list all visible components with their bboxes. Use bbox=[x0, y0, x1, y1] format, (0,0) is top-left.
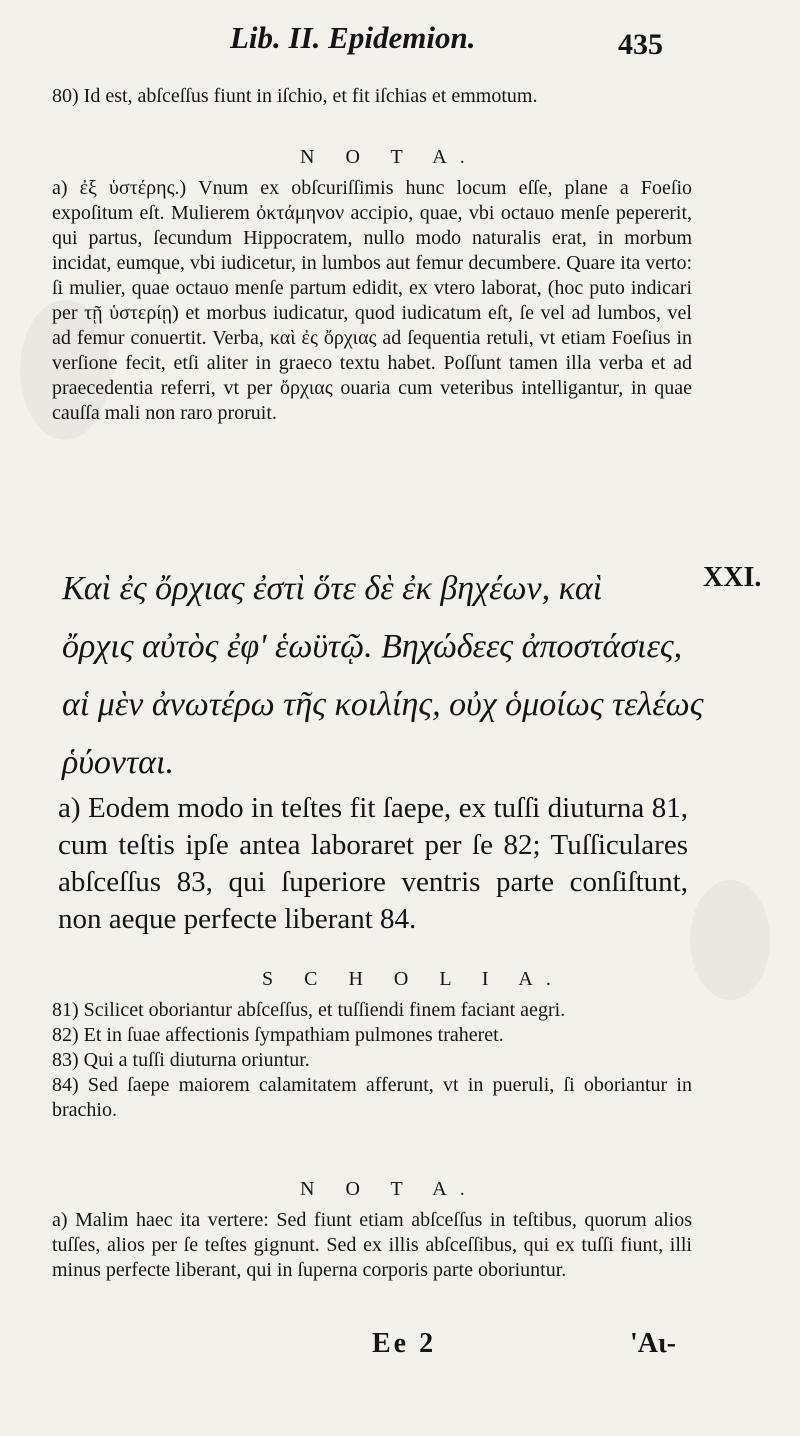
section-number: XXI. bbox=[703, 562, 762, 593]
nota-heading: N O T A. bbox=[300, 146, 478, 168]
scholion-81: 81) Scilicet oboriantur abſceſſus, et tuſſiendi finem faciant aegri. bbox=[52, 999, 566, 1021]
greek-line: ὄρχις αὐτὸς ἐφ' ἑωϋτῷ. Βηχώδεες ἀποστάσιες, bbox=[62, 628, 683, 665]
greek-line: Καὶ ἐς ὄρχιας ἐστὶ ὅτε δὲ ἐκ βηχέων, καὶ bbox=[62, 570, 603, 607]
running-title: Lib. II. Epidemion. bbox=[230, 20, 476, 55]
scholia-notes bbox=[52, 998, 692, 1123]
nota-2 bbox=[52, 1208, 692, 1283]
scholion-84: 84) Sed ſaepe maiorem calamitatem afferunt, vt in pueruli, ſi oboriantur in brachio. bbox=[52, 1074, 692, 1121]
footnote-80 bbox=[52, 84, 692, 109]
greek-line: αἱ μὲν ἀνωτέρω τῆς κοιλίης, οὐχ ὁμοίως τελέως bbox=[62, 686, 704, 723]
catchword: 'Aι- bbox=[630, 1328, 677, 1359]
page-number: 435 bbox=[618, 28, 663, 61]
scholion-82: 82) Et in ſuae affectionis ſympathiam pulmones traheret. bbox=[52, 1024, 504, 1046]
page-footer bbox=[0, 1328, 800, 1368]
latin-translation bbox=[58, 790, 688, 938]
greek-passage bbox=[62, 560, 702, 792]
footnote-80-text: 80) Id est, abſceſſus fiunt in iſchio, et fit iſchias et emmotum. bbox=[52, 85, 538, 107]
nota-1 bbox=[52, 176, 692, 426]
page-header bbox=[0, 18, 800, 68]
scholion-83: 83) Qui a tuſſi diuturna oriuntur. bbox=[52, 1049, 310, 1071]
nota-heading: N O T A. bbox=[300, 1178, 478, 1200]
nota-1-paragraph: a) ἐξ ὑστέρης.) Vnum ex obſcuriſſimis hunc locum eſſe, plane a Foeſio expoſitum eſt. Mulierem ὀκτάμηνον accipio, quae, vbi octauo menſe pepererit, qui partus, ſecundum Hippocratem, nullo modo naturalis erat, in morbum incidat, eumque, vbi iudicetur, in lumbos aut femur decumbere. Quare ita verto: ſi mulier, quae octauo menſe partum edidit, ex vtero laborat, (hoc puto indicari per τῇ ὑστερίῃ) et morbus iudicatur, quod iudicatum eſt, ſe vel ad lumbos, vel ad femur conuertit. Verba, καὶ ἐς ὄρχιας ad ſequentia retuli, vt etiam Foeſius in verſione fecit, etſi aliter in graeco textu habet. Poſſunt tamen illa verba et ad praecedentia referri, vt per ὄρχιας ouaria cum veteribus intelligantur, in quae cauſſa mali non raro proruit. bbox=[52, 177, 692, 424]
nota-2-paragraph: a) Malim haec ita vertere: Sed fiunt etiam abſceſſus in teſtibus, quorum alios tuſſes, alios per ſe teſtes gignunt. Sed ex illis abſceſſibus, qui ex tuſſi fiunt, illi minus perfecte liberant, qui in ſuperna corporis parte oboriuntur. bbox=[52, 1209, 692, 1281]
paper-stain bbox=[690, 880, 770, 1000]
signature-mark: Ee 2 bbox=[372, 1328, 437, 1359]
greek-line: ῥύονται. bbox=[62, 744, 174, 781]
scholia-heading: S C H O L I A. bbox=[262, 968, 564, 990]
translation-text: a) Eodem modo in teſtes fit ſaepe, ex tuſſi diuturna 81, cum teſtis ipſe antea laboraret per ſe 82; Tuſſiculares abſceſſus 83, qui ſuperiore ventris parte conſiſtunt, non aeque perfecte liberant 84. bbox=[58, 792, 688, 935]
